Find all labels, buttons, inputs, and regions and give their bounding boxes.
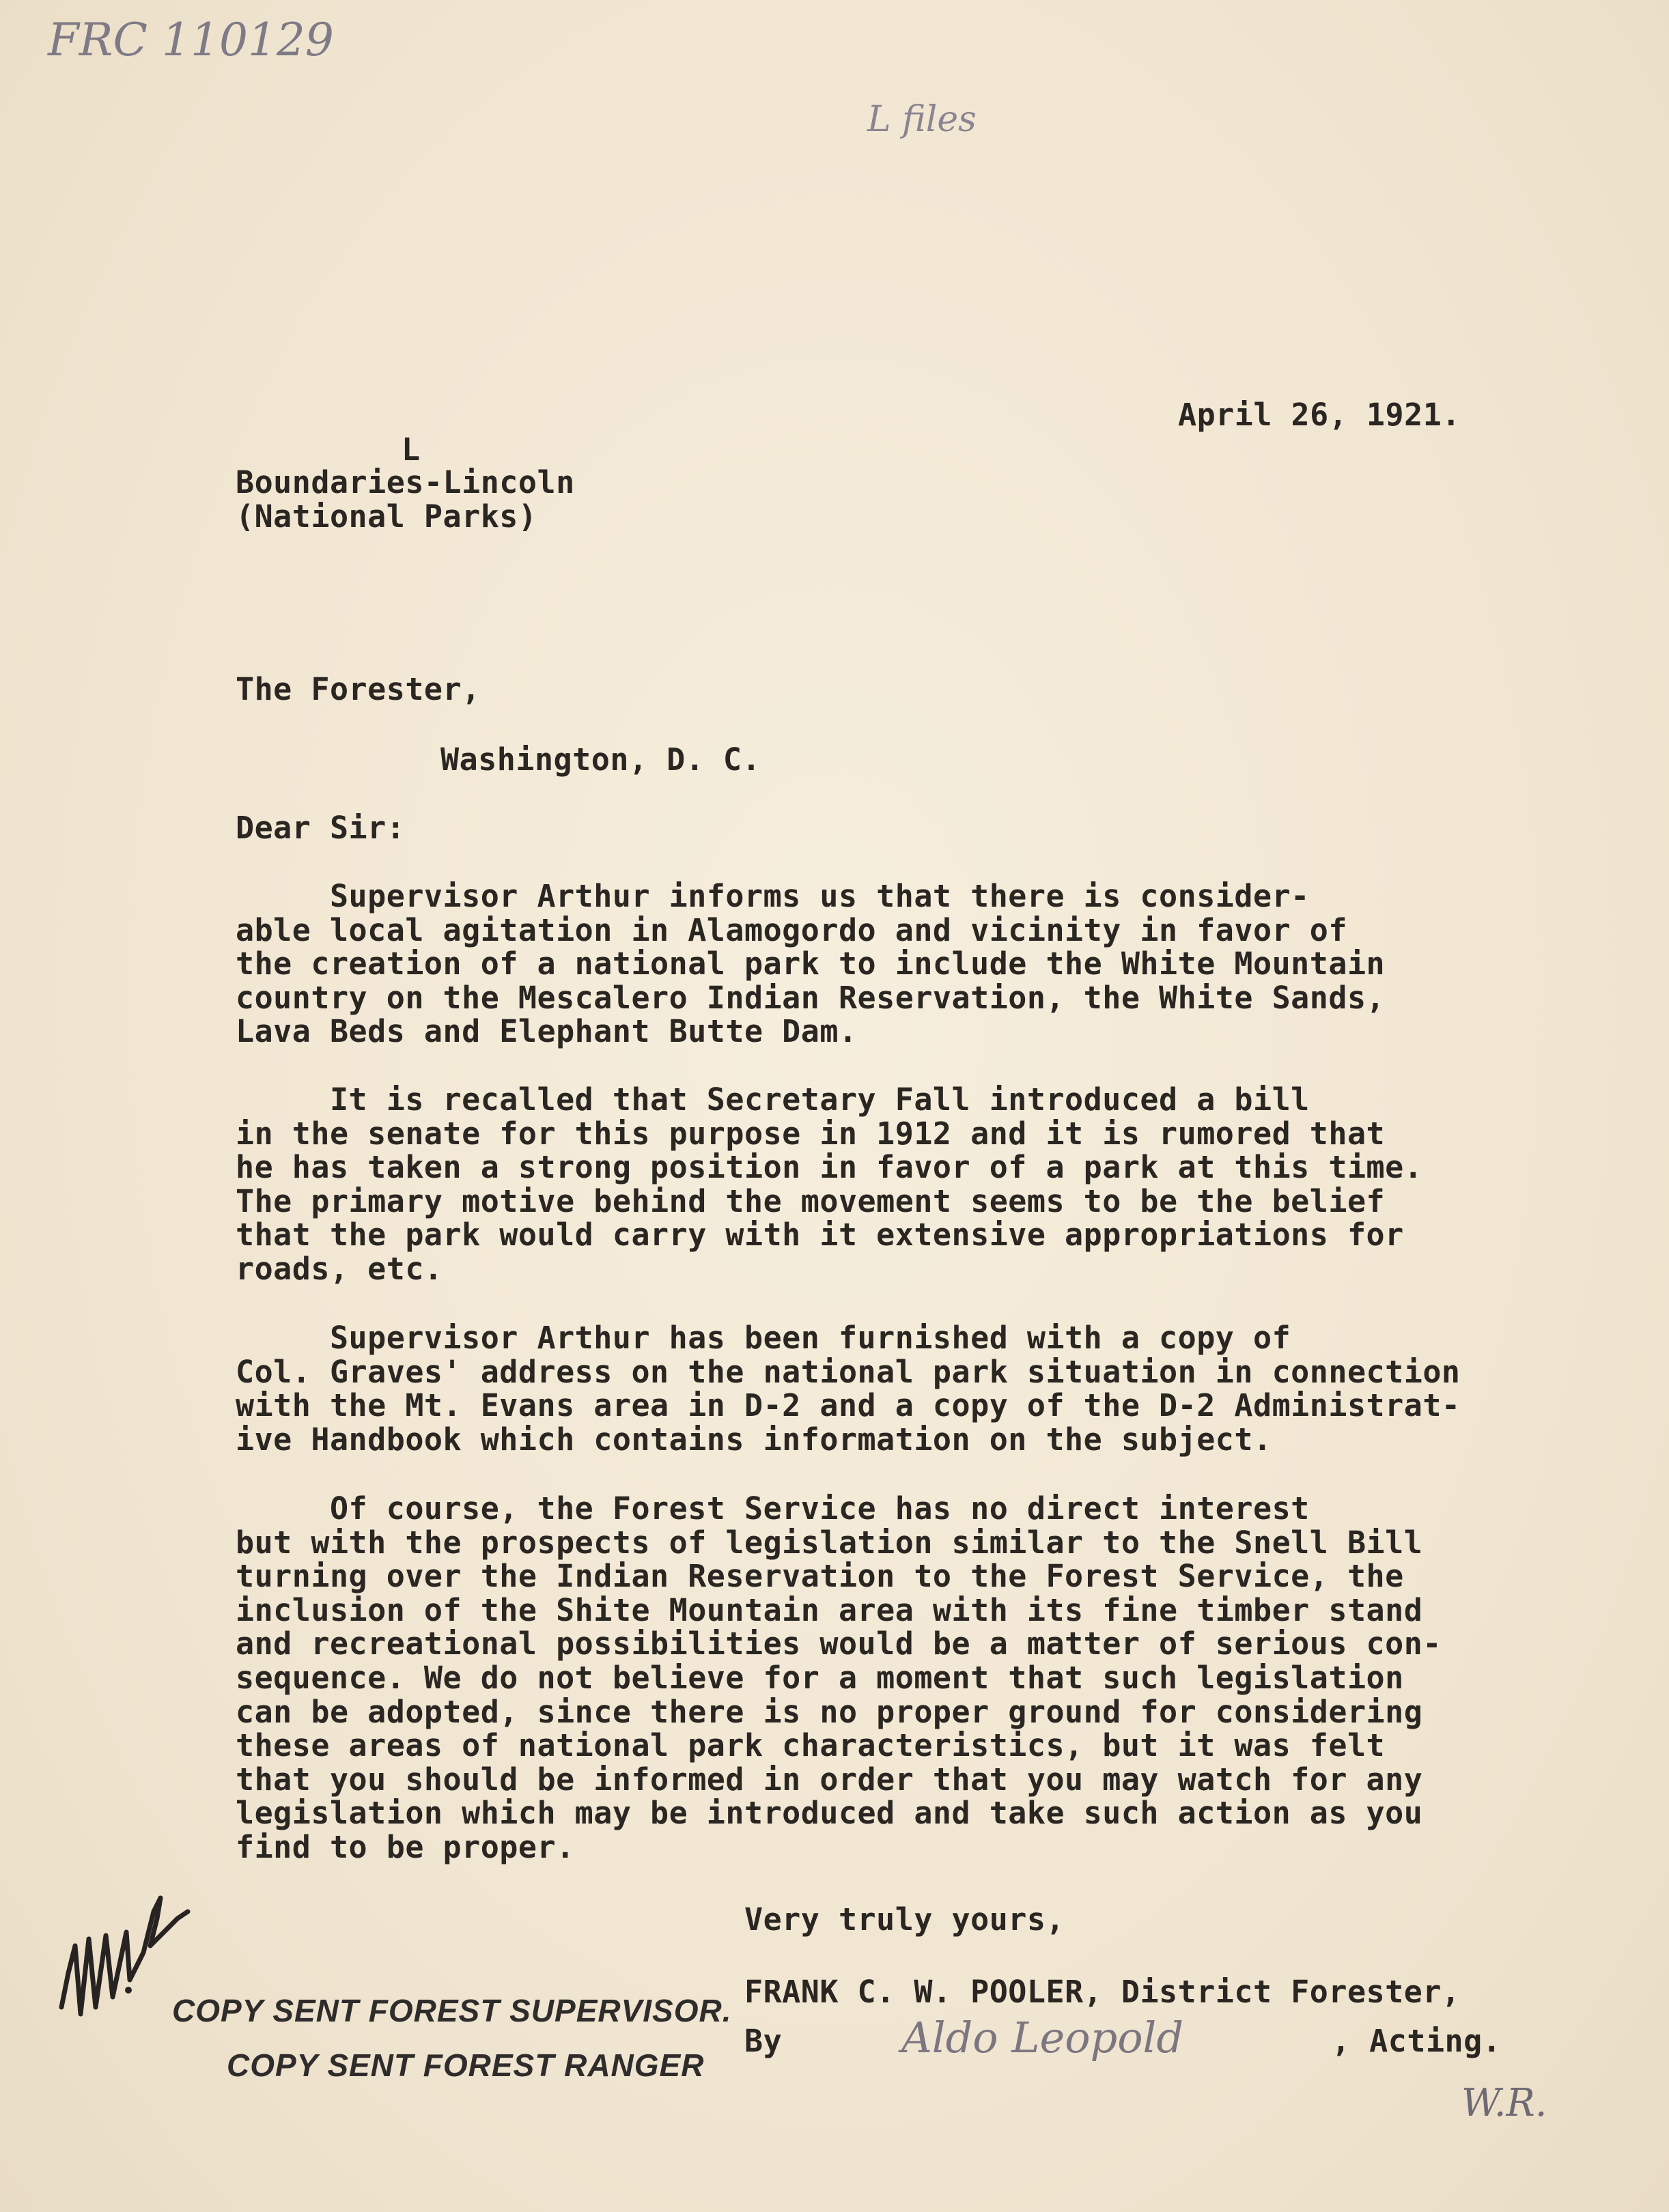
paragraph-line: turning over the Indian Reservation to the Forest Service, the <box>236 1558 1404 1595</box>
paragraph-line: but with the prospects of legislation similar to the Snell Bill <box>236 1524 1423 1561</box>
file-ref-line2: (National Parks) <box>236 498 537 535</box>
salutation: Dear Sir: <box>236 810 406 846</box>
file-ref-line1: Boundaries-Lincoln <box>236 464 575 500</box>
paragraph-line: he has taken a strong position in favor of a park at this time. <box>236 1149 1423 1186</box>
handwritten-file-note: L files <box>867 99 977 140</box>
body-paragraph-4 <box>236 1492 1588 1864</box>
body-paragraph-1 <box>236 879 1588 1049</box>
copy-sent-supervisor-stamp: COPY SENT FOREST SUPERVISOR. <box>172 1993 732 2028</box>
paragraph-line: able local agitation in Alamogordo and vicinity in favor of <box>236 911 1347 948</box>
file-ref-mark: L <box>402 431 421 468</box>
paragraph-line: Supervisor Arthur has been furnished with a copy of <box>236 1320 1291 1356</box>
addressee-location: Washington, D. C. <box>440 741 761 778</box>
paragraph-line: roads, etc. <box>236 1250 443 1287</box>
paragraph-line: Lava Beds and Elephant Butte Dam. <box>236 1013 858 1050</box>
paragraph-line: inclusion of the Shite Mountain area with its fine timber stand <box>236 1591 1423 1628</box>
letter-date: April 26, 1921. <box>1178 397 1461 433</box>
paragraph-line: with the Mt. Evans area in D-2 and a copy of the D-2 Administrat- <box>236 1387 1461 1424</box>
paragraph-line: these areas of national park characteristics, but it was felt <box>236 1727 1386 1764</box>
paragraph-line: legislation which may be introduced and take such action as you <box>236 1795 1423 1832</box>
paragraph-line: can be adopted, since there is no proper ground for considering <box>236 1693 1423 1730</box>
paragraph-line: sequence. We do not believe for a moment that such legislation <box>236 1659 1404 1696</box>
paragraph-line: Supervisor Arthur informs us that there is consider- <box>236 878 1310 914</box>
acting-label: , Acting. <box>1332 2023 1502 2059</box>
complimentary-close: Very truly yours, <box>744 1901 1065 1938</box>
paragraph-line: and recreational possibilities would be a matter of serious con- <box>236 1626 1442 1662</box>
paragraph-line: in the senate for this purpose in 1912 and it is rumored that <box>236 1115 1386 1152</box>
body-paragraph-3 <box>236 1321 1588 1456</box>
aldo-leopold-signature: Aldo Leopold <box>901 2013 1184 2062</box>
paragraph-line: country on the Mescalero Indian Reservation, the White Sands, <box>236 979 1386 1016</box>
paragraph-line: Col. Graves' address on the national park situation in connection <box>236 1353 1461 1390</box>
paragraph-line: find to be proper. <box>236 1828 575 1865</box>
paragraph-line: It is recalled that Secretary Fall introduced a bill <box>236 1081 1310 1118</box>
paragraph-line: Of course, the Forest Service has no direct interest <box>236 1490 1310 1527</box>
body-paragraph-2 <box>236 1083 1588 1286</box>
copy-sent-ranger-stamp: COPY SENT FOREST RANGER <box>227 2047 705 2083</box>
paragraph-line: ive Handbook which contains information on the subject. <box>236 1421 1272 1458</box>
by-label: By <box>744 2023 783 2059</box>
signer-line: FRANK C. W. POOLER, District Forester, <box>744 1974 1461 2010</box>
paragraph-line: the creation of a national park to include the White Mountain <box>236 946 1386 982</box>
handwritten-file-number: FRC 110129 <box>48 14 334 66</box>
paragraph-line: The primary motive behind the movement seems to be the belief <box>236 1182 1386 1219</box>
paragraph-line: that you should be informed in order that you may watch for any <box>236 1761 1423 1798</box>
paragraph-line: that the park would carry with it extensive appropriations for <box>236 1217 1404 1253</box>
handwritten-initials: W.R. <box>1461 2081 1547 2125</box>
addressee-name: The Forester, <box>236 671 481 707</box>
